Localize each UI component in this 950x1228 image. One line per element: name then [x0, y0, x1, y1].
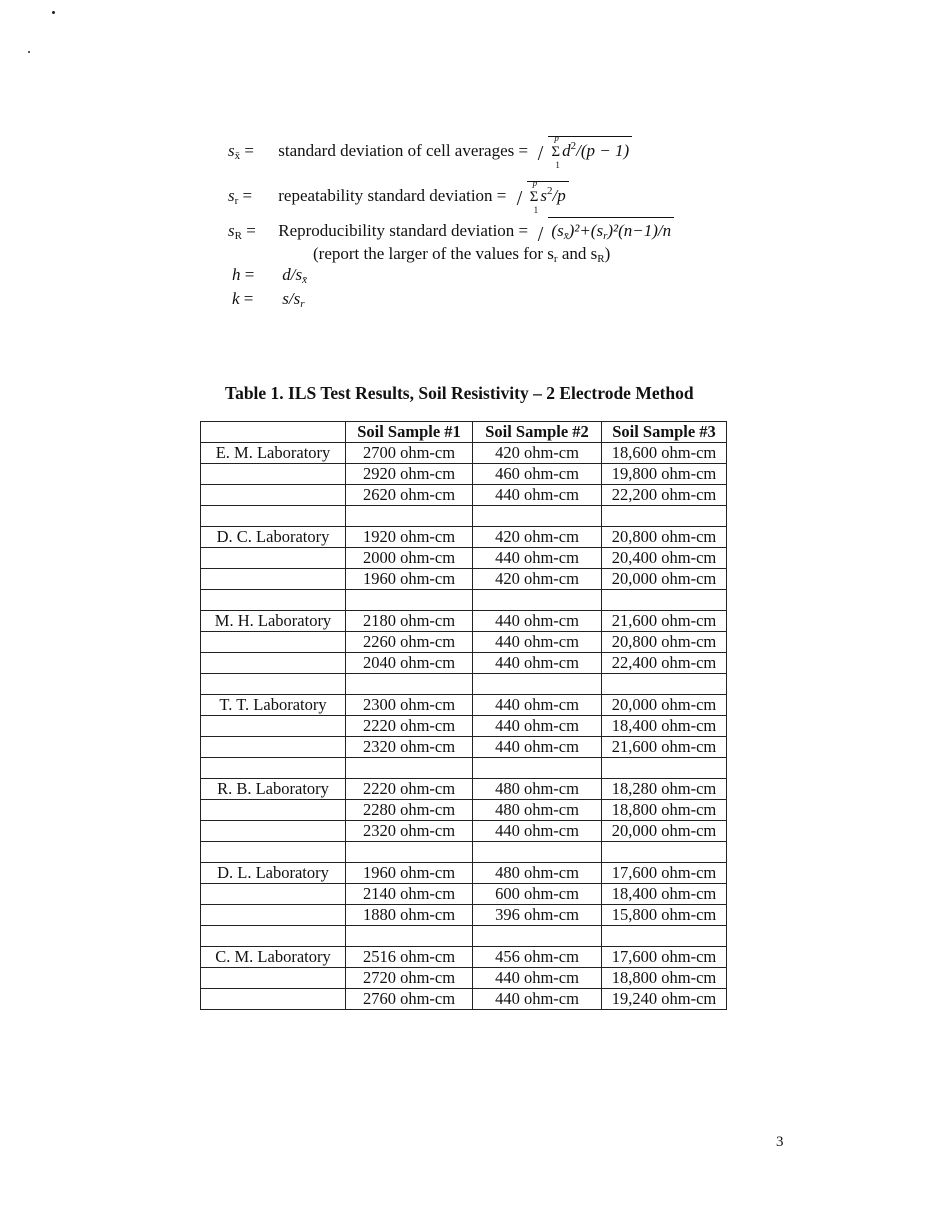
lab-name-cell [201, 800, 346, 821]
value-cell: 18,800 ohm-cm [602, 800, 727, 821]
value-cell: 2000 ohm-cm [346, 548, 473, 569]
lab-name-cell [201, 716, 346, 737]
def-text: standard deviation of cell averages = [278, 141, 529, 160]
sqrt-formula: Σ p 1 $s^2/p$ [513, 181, 569, 205]
value-cell: 420 ohm-cm [473, 443, 602, 464]
def-text: repeatability standard deviation = [278, 186, 507, 205]
empty-cell [201, 926, 346, 947]
table-row [201, 527, 727, 548]
def-k: $k = s/s_r$ [232, 289, 305, 310]
value-cell: 20,800 ohm-cm [602, 632, 727, 653]
empty-cell [473, 590, 602, 611]
value-cell: 18,280 ohm-cm [602, 779, 727, 800]
empty-cell [346, 590, 473, 611]
empty-cell [473, 926, 602, 947]
spacer-row [201, 842, 727, 863]
lab-name-cell [201, 989, 346, 1010]
value-cell: 480 ohm-cm [473, 779, 602, 800]
table-row [201, 989, 727, 1010]
value-cell: 20,000 ohm-cm [602, 695, 727, 716]
lab-name-cell [201, 548, 346, 569]
value-cell: 1960 ohm-cm [346, 569, 473, 590]
results-table [200, 421, 727, 1010]
empty-cell [346, 674, 473, 695]
lab-name-cell: M. H. Laboratory [201, 611, 346, 632]
lab-name-cell [201, 464, 346, 485]
value-cell: 17,600 ohm-cm [602, 947, 727, 968]
table-row [201, 947, 727, 968]
lab-name-cell: C. M. Laboratory [201, 947, 346, 968]
value-cell: 2620 ohm-cm [346, 485, 473, 506]
empty-cell [602, 674, 727, 695]
def-symbol: $s_R$ = [228, 221, 256, 242]
def-s-xbar [228, 133, 632, 170]
lab-name-cell [201, 968, 346, 989]
value-cell: 22,200 ohm-cm [602, 485, 727, 506]
def-h: $h = d/s_{x̄}$ [232, 265, 307, 286]
lab-name-cell: E. M. Laboratory [201, 443, 346, 464]
table-row [201, 800, 727, 821]
empty-cell [201, 674, 346, 695]
value-cell: 440 ohm-cm [473, 485, 602, 506]
value-cell: 2700 ohm-cm [346, 443, 473, 464]
empty-cell [346, 506, 473, 527]
table-row [201, 443, 727, 464]
value-cell: 2760 ohm-cm [346, 989, 473, 1010]
value-cell: 21,600 ohm-cm [602, 737, 727, 758]
header-cell: Soil Sample #2 [473, 422, 602, 443]
empty-cell [201, 590, 346, 611]
value-cell: 440 ohm-cm [473, 968, 602, 989]
value-cell: 420 ohm-cm [473, 527, 602, 548]
header-cell: Soil Sample #3 [602, 422, 727, 443]
def-text: Reproducibility standard deviation = [278, 221, 529, 240]
lab-name-cell [201, 485, 346, 506]
header-cell [201, 422, 346, 443]
lab-name-cell [201, 821, 346, 842]
value-cell: 2220 ohm-cm [346, 716, 473, 737]
value-cell: 18,400 ohm-cm [602, 716, 727, 737]
value-cell: 600 ohm-cm [473, 884, 602, 905]
table-row [201, 695, 727, 716]
value-cell: 480 ohm-cm [473, 863, 602, 884]
value-cell: 15,800 ohm-cm [602, 905, 727, 926]
table-row [201, 632, 727, 653]
value-cell: 440 ohm-cm [473, 821, 602, 842]
empty-cell [201, 506, 346, 527]
value-cell: 456 ohm-cm [473, 947, 602, 968]
value-cell: 19,800 ohm-cm [602, 464, 727, 485]
empty-cell [201, 758, 346, 779]
report-note: (report the larger of the values for $s_r$ and $s_R$) [313, 244, 611, 265]
value-cell: 22,400 ohm-cm [602, 653, 727, 674]
empty-cell [346, 842, 473, 863]
value-cell: 19,240 ohm-cm [602, 989, 727, 1010]
lab-name-cell [201, 737, 346, 758]
empty-cell [602, 758, 727, 779]
value-cell: 396 ohm-cm [473, 905, 602, 926]
def-symbol: $s_r$ = [228, 186, 253, 207]
value-cell: 1960 ohm-cm [346, 863, 473, 884]
value-cell: 18,600 ohm-cm [602, 443, 727, 464]
value-cell: 2140 ohm-cm [346, 884, 473, 905]
value-cell: 20,800 ohm-cm [602, 527, 727, 548]
empty-cell [602, 926, 727, 947]
value-cell: 440 ohm-cm [473, 989, 602, 1010]
spacer-row [201, 506, 727, 527]
spacer-row [201, 590, 727, 611]
lab-name-cell: D. C. Laboratory [201, 527, 346, 548]
empty-cell [602, 506, 727, 527]
value-cell: 440 ohm-cm [473, 632, 602, 653]
value-cell: 420 ohm-cm [473, 569, 602, 590]
table-row [201, 905, 727, 926]
empty-cell [346, 758, 473, 779]
value-cell: 2280 ohm-cm [346, 800, 473, 821]
empty-cell [201, 842, 346, 863]
value-cell: 440 ohm-cm [473, 653, 602, 674]
value-cell: 18,400 ohm-cm [602, 884, 727, 905]
scan-speck [28, 51, 30, 53]
table-row [201, 779, 727, 800]
value-cell: 2220 ohm-cm [346, 779, 473, 800]
value-cell: 440 ohm-cm [473, 716, 602, 737]
value-cell: 440 ohm-cm [473, 695, 602, 716]
sqrt-formula: Σ p 1 $d^2/(p - 1)$ [534, 136, 632, 160]
value-cell: 440 ohm-cm [473, 737, 602, 758]
def-s-R [228, 217, 674, 242]
table-row [201, 464, 727, 485]
def-symbol: $s_{x̄}$ = [228, 141, 254, 162]
table-row [201, 653, 727, 674]
spacer-row [201, 758, 727, 779]
table-row [201, 611, 727, 632]
table-row [201, 737, 727, 758]
table-title: Table 1. ILS Test Results, Soil Resistivity – 2 Electrode Method [225, 383, 694, 403]
value-cell: 440 ohm-cm [473, 611, 602, 632]
value-cell: 440 ohm-cm [473, 548, 602, 569]
value-cell: 2260 ohm-cm [346, 632, 473, 653]
scan-speck [52, 11, 55, 14]
lab-name-cell [201, 884, 346, 905]
empty-cell [602, 590, 727, 611]
value-cell: 1880 ohm-cm [346, 905, 473, 926]
value-cell: 2320 ohm-cm [346, 737, 473, 758]
page-number: 3 [776, 1134, 784, 1150]
table-row [201, 569, 727, 590]
value-cell: 17,600 ohm-cm [602, 863, 727, 884]
header-cell: Soil Sample #1 [346, 422, 473, 443]
empty-cell [346, 926, 473, 947]
lab-name-cell: T. T. Laboratory [201, 695, 346, 716]
value-cell: 2300 ohm-cm [346, 695, 473, 716]
value-cell: 460 ohm-cm [473, 464, 602, 485]
sqrt-formula: $(s_{x̄})^2+(s_r)^2(n-1)/n$ [534, 217, 674, 242]
empty-cell [473, 674, 602, 695]
table-row [201, 716, 727, 737]
table-row [201, 548, 727, 569]
lab-name-cell: D. L. Laboratory [201, 863, 346, 884]
value-cell: 2040 ohm-cm [346, 653, 473, 674]
value-cell: 20,400 ohm-cm [602, 548, 727, 569]
empty-cell [473, 506, 602, 527]
empty-cell [602, 842, 727, 863]
lab-name-cell [201, 569, 346, 590]
table-row [201, 968, 727, 989]
value-cell: 2516 ohm-cm [346, 947, 473, 968]
table-row [201, 821, 727, 842]
empty-cell [473, 842, 602, 863]
value-cell: 2720 ohm-cm [346, 968, 473, 989]
value-cell: 20,000 ohm-cm [602, 569, 727, 590]
value-cell: 2920 ohm-cm [346, 464, 473, 485]
def-s-r [228, 178, 569, 215]
value-cell: 2180 ohm-cm [346, 611, 473, 632]
table-row [201, 485, 727, 506]
empty-cell [473, 758, 602, 779]
spacer-row [201, 926, 727, 947]
table-header-row [201, 422, 727, 443]
value-cell: 20,000 ohm-cm [602, 821, 727, 842]
table-row [201, 863, 727, 884]
value-cell: 1920 ohm-cm [346, 527, 473, 548]
lab-name-cell [201, 632, 346, 653]
value-cell: 2320 ohm-cm [346, 821, 473, 842]
value-cell: 18,800 ohm-cm [602, 968, 727, 989]
spacer-row [201, 674, 727, 695]
lab-name-cell [201, 653, 346, 674]
lab-name-cell [201, 905, 346, 926]
table-row [201, 884, 727, 905]
value-cell: 21,600 ohm-cm [602, 611, 727, 632]
value-cell: 480 ohm-cm [473, 800, 602, 821]
lab-name-cell: R. B. Laboratory [201, 779, 346, 800]
